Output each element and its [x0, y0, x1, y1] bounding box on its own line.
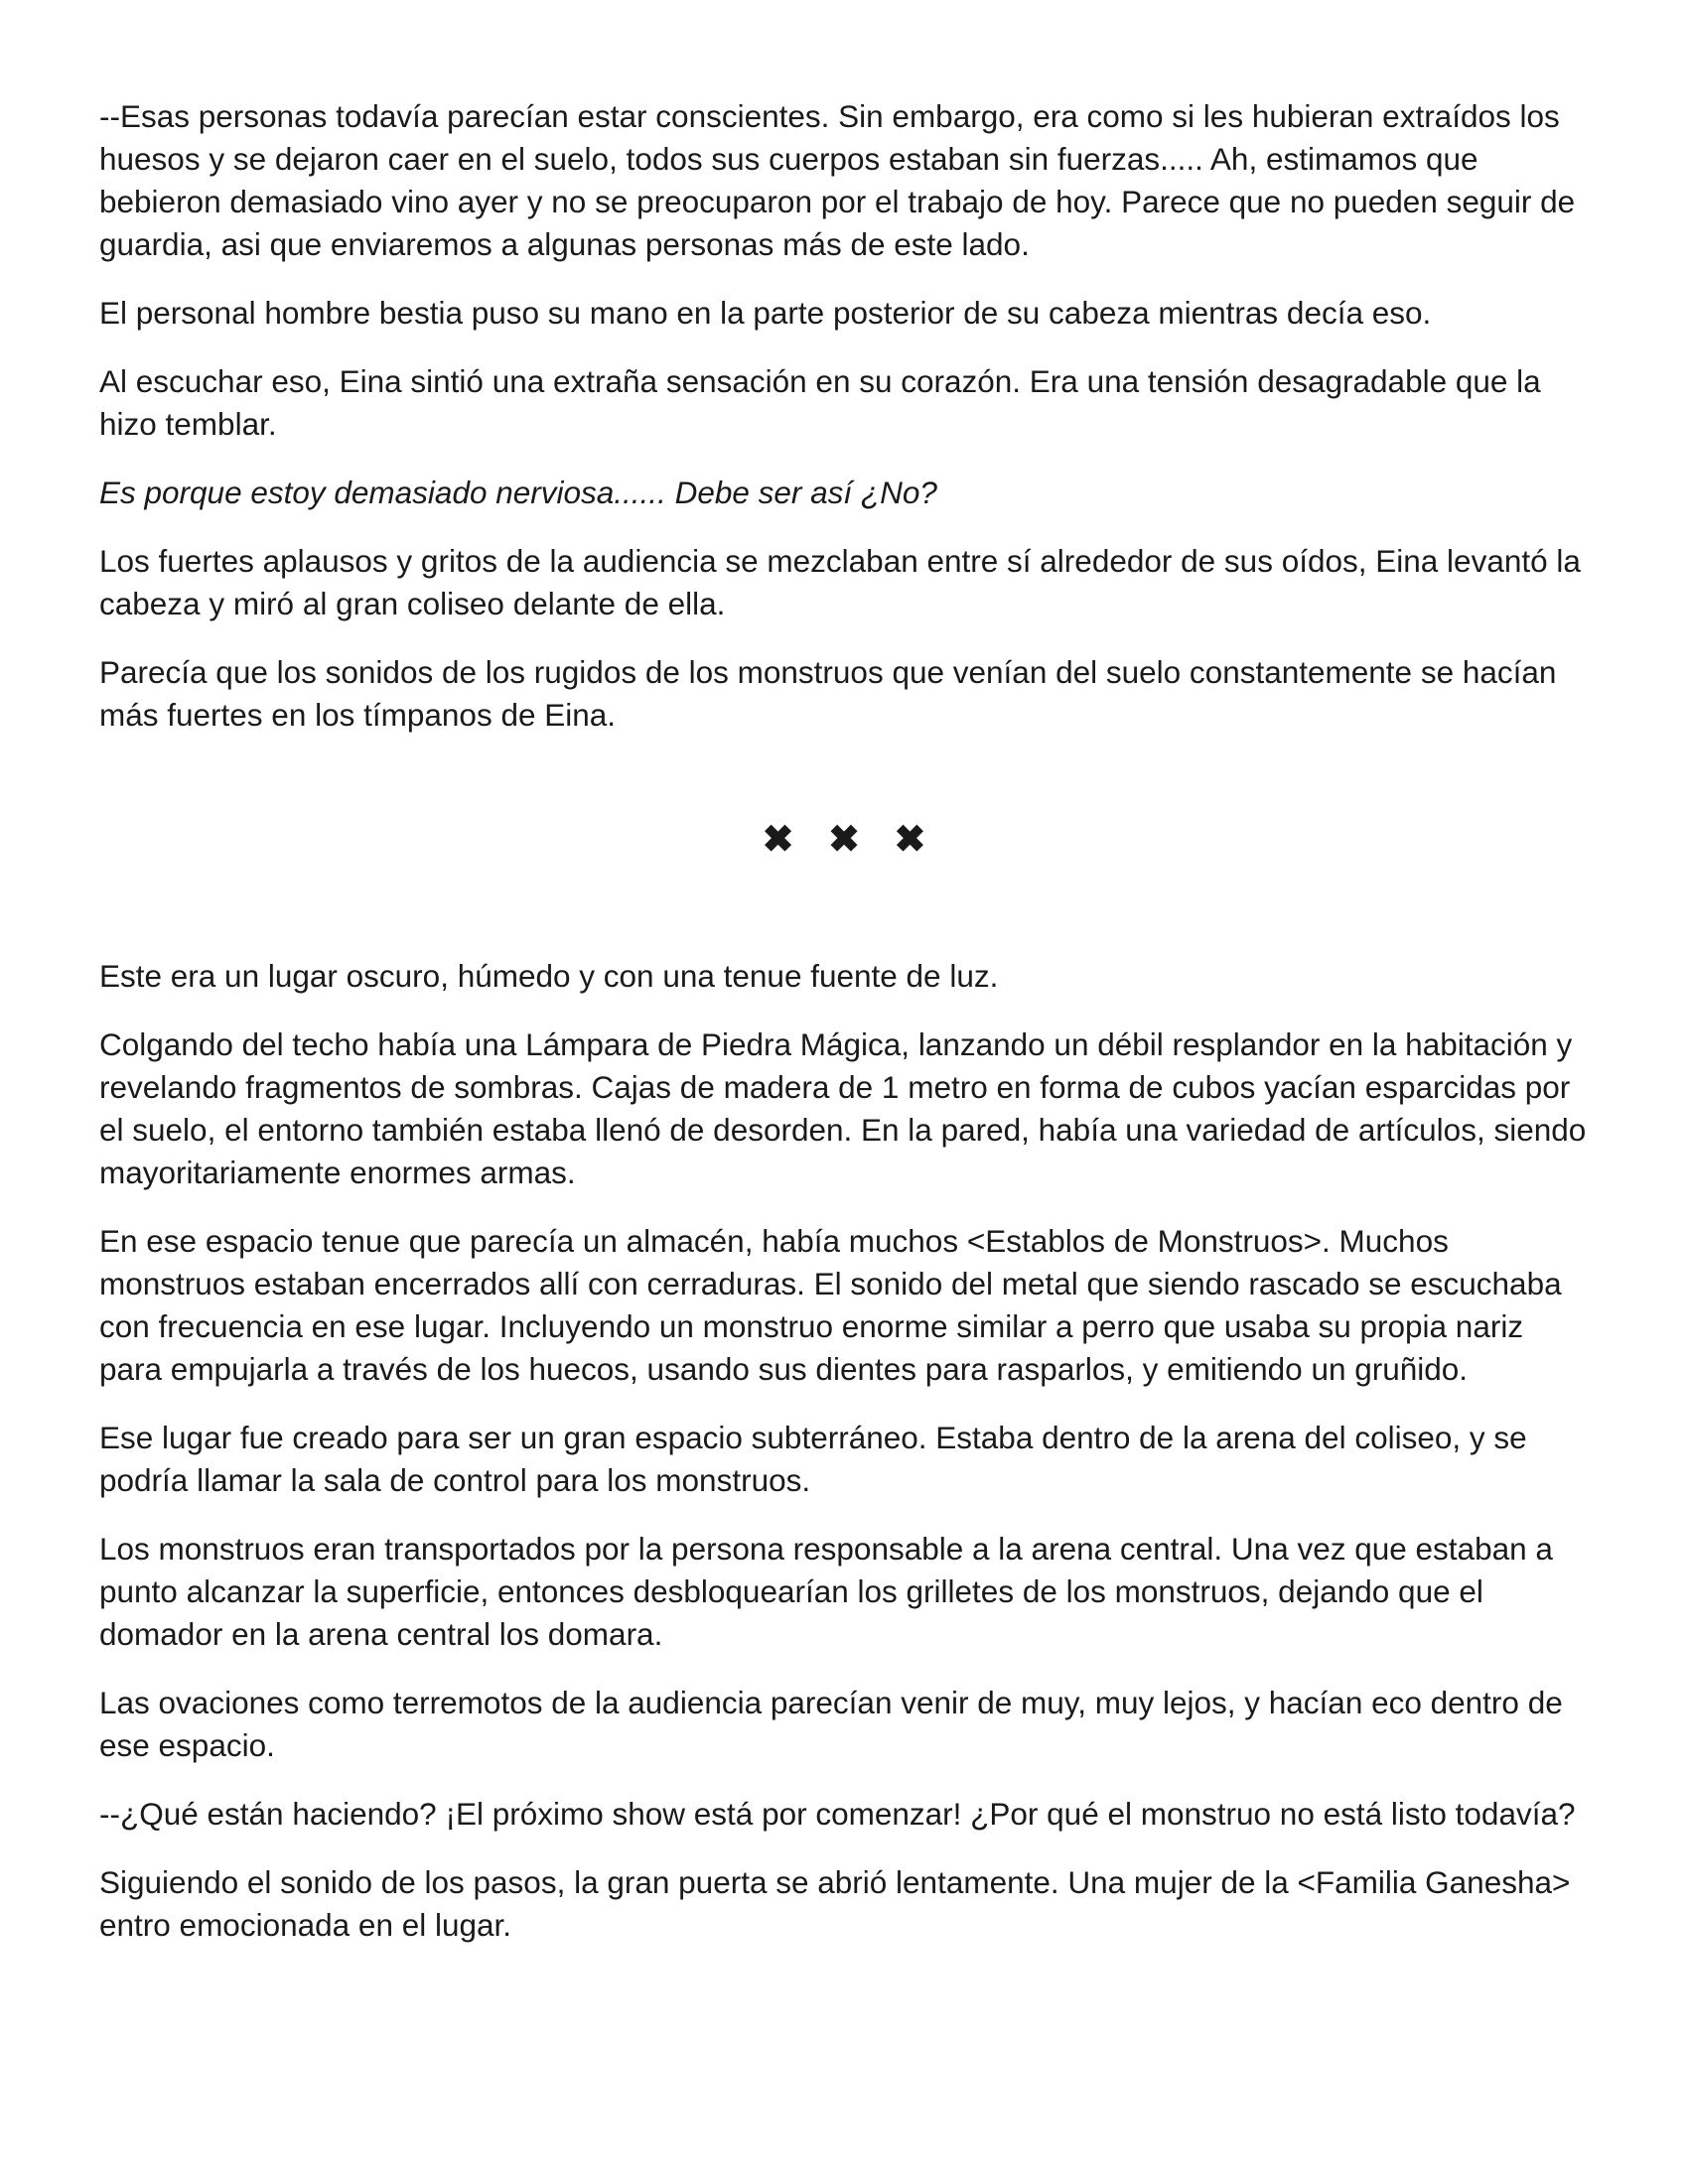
paragraph: Al escuchar eso, Eina sintió una extraña sensación en su corazón. Era una tensión desagradable que la hizo temblar.	[99, 363, 1541, 442]
paragraph: El personal hombre bestia puso su mano en la parte posterior de su cabeza mientras decía eso.	[99, 295, 1432, 331]
paragraph: Las ovaciones como terremotos de la audiencia parecían venir de muy, muy lejos, y hacían eco dentro de ese espacio.	[99, 1685, 1563, 1763]
spacer	[99, 762, 1589, 786]
paragraph: Ese lugar fue creado para ser un gran espacio subterráneo. Estaba dentro de la arena del coliseo, y se podría llamar la sala de control para los monstruos.	[99, 1420, 1527, 1498]
paragraph: Colgando del techo había una Lámpara de Piedra Mágica, lanzando un débil resplandor en la habitación y revelando fragmentos de sombras. Cajas de madera de 1 metro en forma de cubos yacían esparcidas por el suelo, el entorno también estaba llenó de desorden. En la pared, había una variedad de artículos, siendo mayoritariamente enormes armas.	[99, 1026, 1587, 1190]
paragraph: Siguiendo el sonido de los pasos, la gran puerta se abrió lentamente. Una mujer de la <Familia Ganesha> entro emocionada en el lugar.	[99, 1864, 1571, 1943]
document-page	[99, 95, 1589, 1973]
paragraph: Parecía que los sonidos de los rugidos de los monstruos que venían del suelo constantemente se hacían más fuertes en los tímpanos de Eina.	[99, 654, 1557, 733]
paragraph: Este era un lugar oscuro, húmedo y con una tenue fuente de luz.	[99, 958, 999, 994]
scene-break-divider: ✖ ✖ ✖	[762, 819, 938, 861]
paragraph: Los monstruos eran transportados por la persona responsable a la arena central. Una vez que estaban a punto alcanzar la superficie, entonces desbloquearían los grilletes de los monstruos, dejando que el domador en la arena central los domara.	[99, 1531, 1553, 1652]
italic-thought-paragraph: Es porque estoy demasiado nerviosa...... Debe ser así ¿No?	[99, 475, 937, 510]
dialogue-paragraph: --¿Qué están haciendo? ¡El próximo show está por comenzar! ¿Por qué el monstruo no está listo todavía?	[99, 1796, 1576, 1832]
paragraph: Los fuertes aplausos y gritos de la audiencia se mezclaban entre sí alrededor de sus oídos, Eina levantó la cabeza y miró al gran coliseo delante de ella.	[99, 543, 1581, 621]
paragraph: En ese espacio tenue que parecía un almacén, había muchos <Establos de Monstruos>. Muchos monstruos estaban encerrados allí con cerraduras. El sonido del metal que siendo rascado se escuchaba con frecuencia en ese lugar. Incluyendo un monstruo enorme similar a perro que usaba su propia nariz para empujarla a través de los huecos, usando sus dientes para rasparlos, y emitiendo un gruñido.	[99, 1223, 1562, 1387]
paragraph: --Esas personas todavía parecían estar conscientes. Sin embargo, era como si les hubieran extraídos los huesos y se dejaron caer en el suelo, todos sus cuerpos estaban sin fuerzas..... Ah, estimamos que bebieron demasiado vino ayer y no se preocuparon por el trabajo de hoy. Parece que no pueden seguir de guardia, asi que enviaremos a algunas personas más de este lado.	[99, 98, 1576, 262]
